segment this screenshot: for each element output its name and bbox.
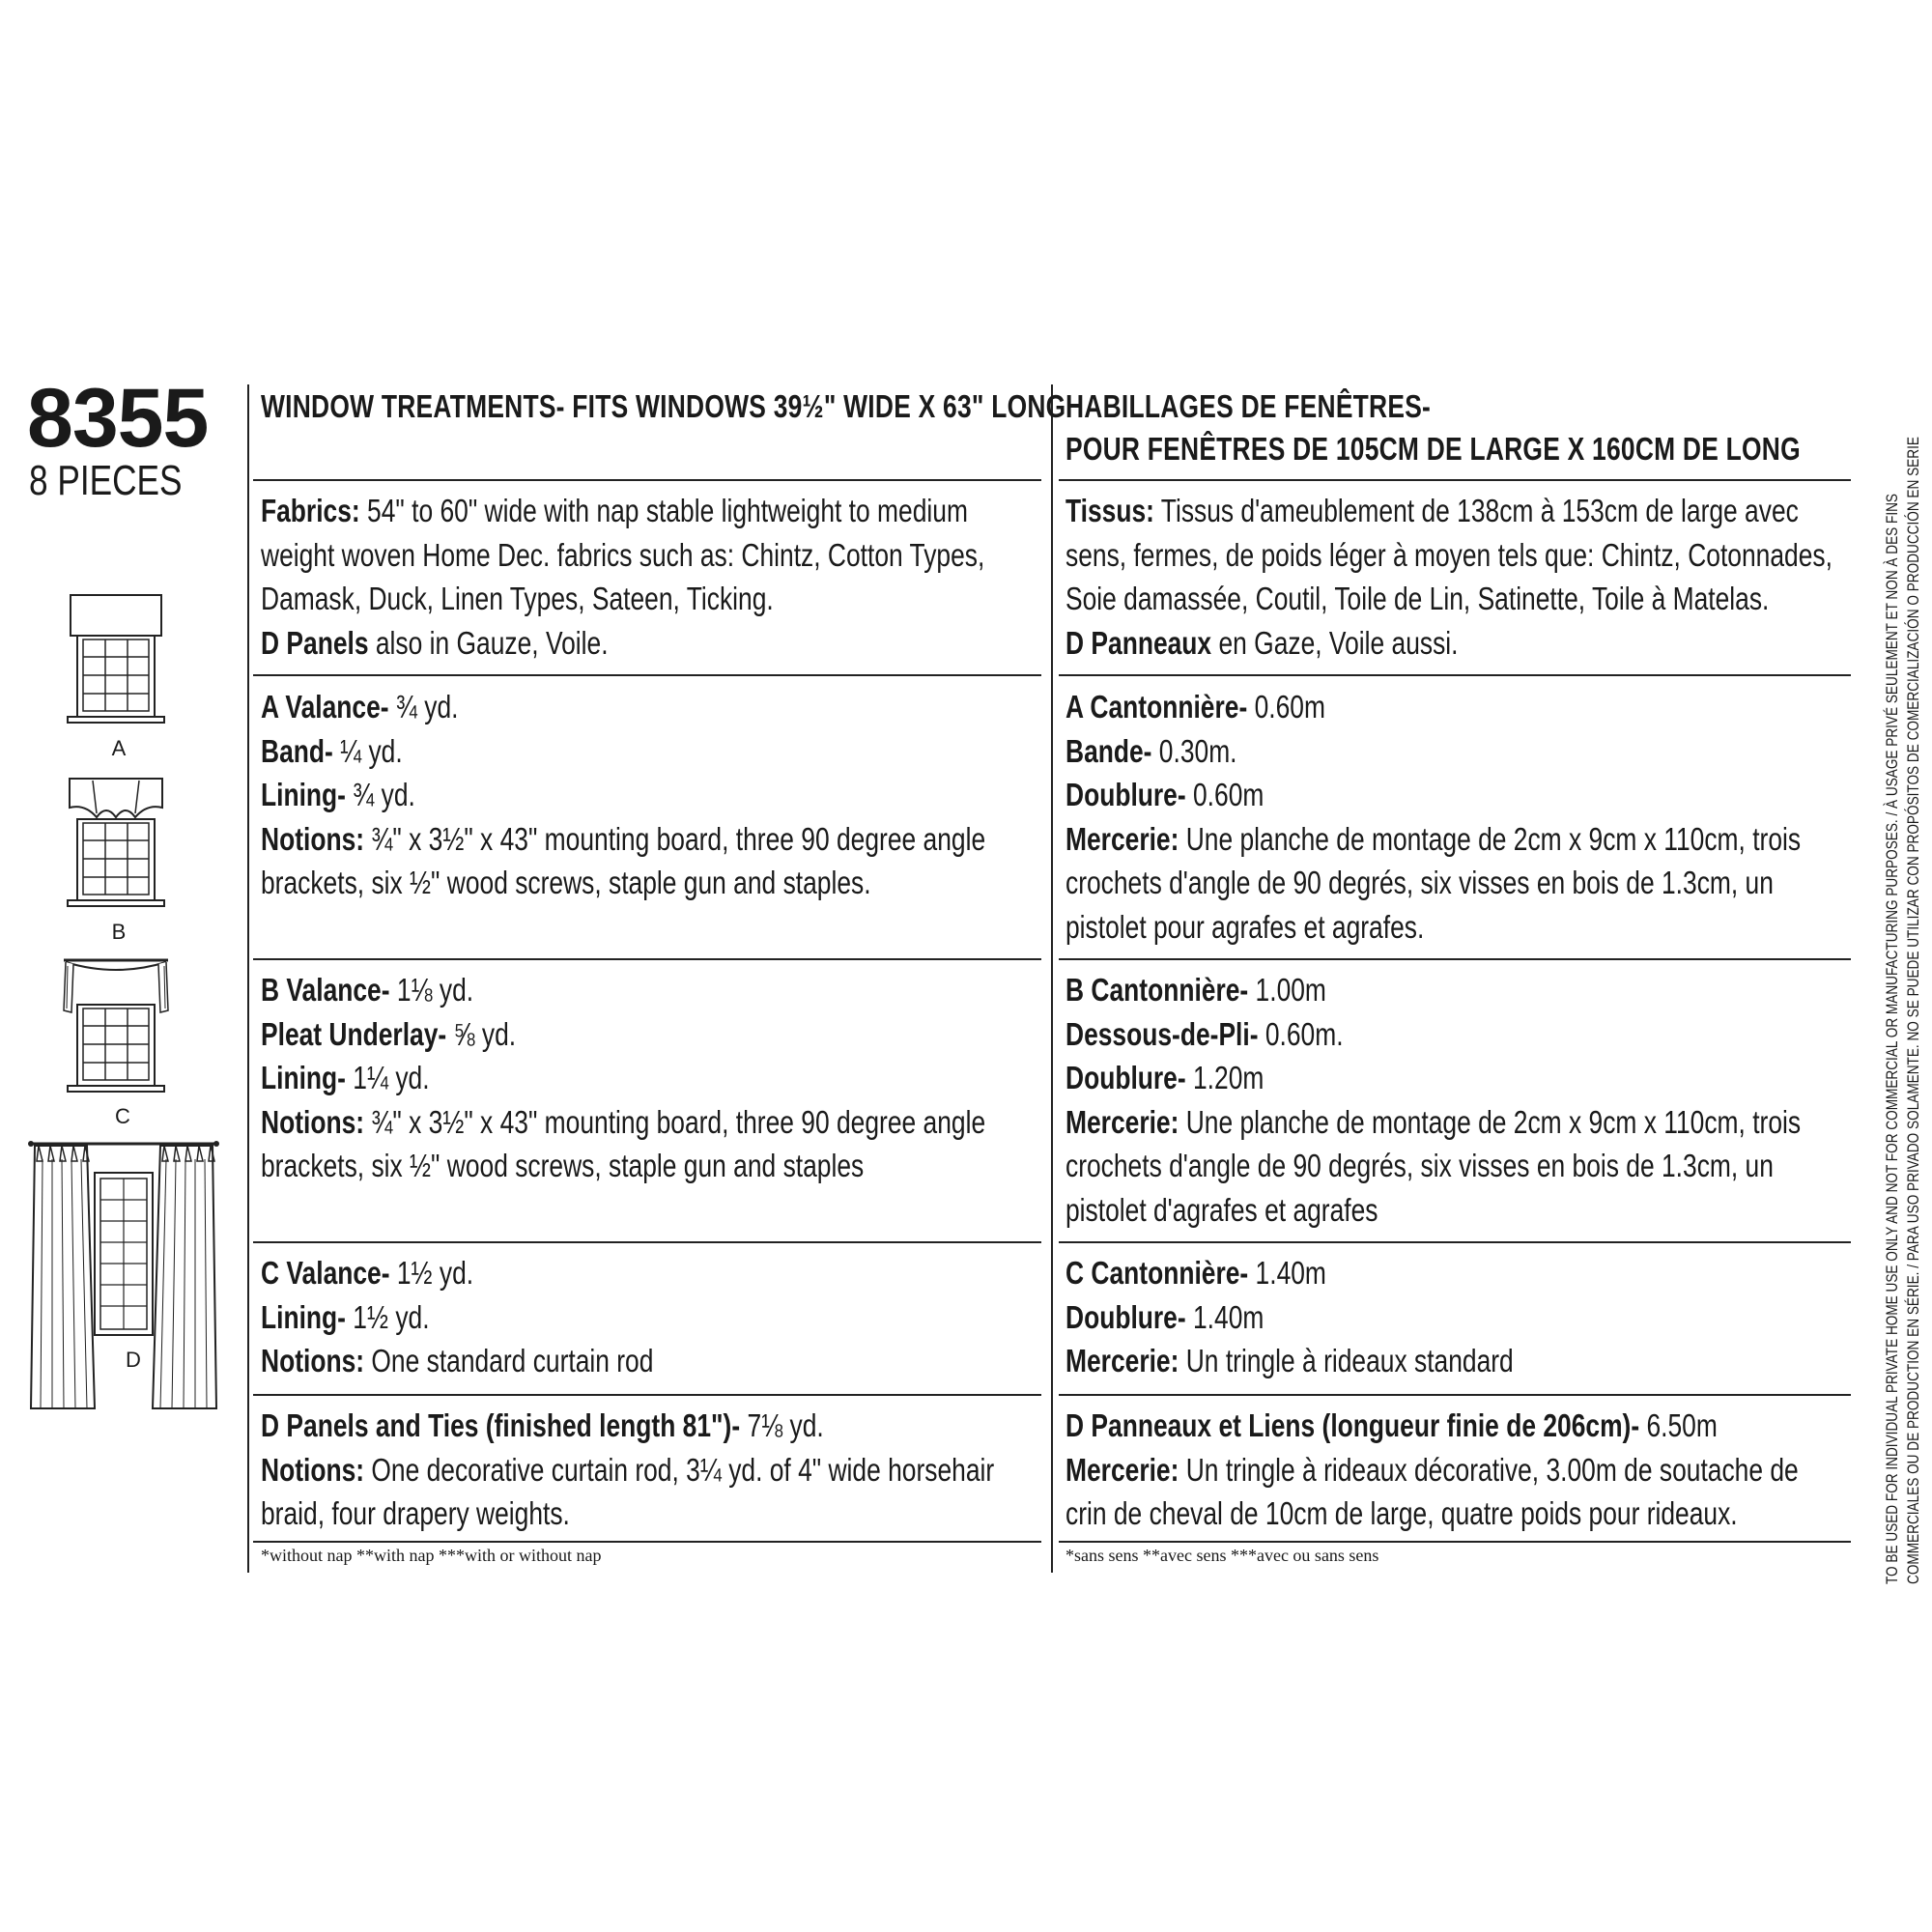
legal-line-2: COMMERCIALES OU DE PRODUCTION EN SÉRIE. / PARA USO PRIVADO SOLAMENTE. NO SE PUEDE UTILIZAR CON PROPÓSITOS DE COMERCIALIZACIÓN O PRODUCCIÓN EN SERIE [1904,437,1922,1584]
english-view-c-section [261,1251,653,1383]
column-divider-left [247,384,249,1573]
notions-label: Notions: [261,1451,365,1488]
yardage-label: B Cantonnière- [1065,972,1249,1008]
yardage-label: Doublure- [1065,1298,1186,1335]
notions-text: Une planche de montage de 2cm x 9cm x 110cm, trois [1179,820,1802,857]
yardage-value: ⅝ yd. [446,1015,517,1052]
view-a-label: A [111,736,127,760]
french-title-line1: HABILLAGES DE FENÊTRES- [1065,388,1432,424]
fabrics-text: also in Gauze, Voile. [368,624,609,661]
fabrics-text: sens, fermes, de poids léger à moyen tels que: Chintz, Cotonnades, [1065,536,1833,573]
notions-text: pistolet pour agrafes et agrafes. [1065,908,1425,945]
fabrics-text: 54" to 60" wide with nap stable lightweight to medium [359,493,968,528]
view-c-valance-icon [58,956,174,1096]
yardage-label: A Valance- [261,689,389,724]
notions-label: Mercerie: [1065,820,1179,857]
yardage-value: 1½ yd. [389,1255,474,1291]
english-title: WINDOW TREATMENTS- FITS WINDOWS 39½" WIDE X 63" LONG [261,388,1066,424]
yardage-value: 1¼ yd. [345,1060,430,1095]
english-view-d-section [261,1404,994,1536]
yardage-value: 1.40m [1248,1255,1326,1291]
yardage-value: 0.60m. [1258,1015,1344,1052]
notions-text: Une planche de montage de 2cm x 9cm x 110cm, trois [1179,1103,1802,1140]
yardage-label: C Cantonnière- [1065,1255,1249,1291]
notions-label: Notions: [261,1103,365,1140]
legal-notice [1882,150,1924,1584]
notions-text: Un tringle à rideaux décorative, 3.00m de soutache de [1179,1451,1799,1488]
legal-line-1: TO BE USED FOR INDIVIDUAL PRIVATE HOME USE ONLY AND NOT FOR COMMERCIAL OR MANUFACTURING PURPOSES. / À USAGE PRIVÉ SEULEMENT ET NON À DES FINS [1883,494,1901,1584]
view-b-label: B [111,920,127,944]
french-footnote: *sans sens **avec sens ***avec ou sans sens [1065,1546,1379,1565]
d-panels-label: D Panels [261,624,369,661]
notions-text: Un tringle à rideaux standard [1179,1343,1514,1378]
yardage-label: Lining- [261,1060,346,1095]
french-view-d-section [1065,1404,1799,1536]
fabrics-text: weight woven Home Dec. fabrics such as: Chintz, Cotton Types, [261,536,985,573]
fabrics-text: Soie damassée, Coutil, Toile de Lin, Satinette, Toile à Matelas. [1065,581,1770,616]
yardage-label: A Cantonnière- [1065,689,1248,724]
yardage-value: 1⅛ yd. [389,972,474,1008]
notions-text: crochets d'angle de 90 degrés, six visses en bois de 1.3cm, un [1065,865,1774,900]
notions-text: ¾" x 3½" x 43" mounting board, three 90 degree angle [364,820,986,857]
yardage-value: 1.00m [1248,972,1326,1008]
divider [253,958,1041,960]
yardage-value: ¼ yd. [332,732,403,769]
notions-label: Mercerie: [1065,1343,1179,1378]
notions-text: braid, four drapery weights. [261,1495,570,1531]
french-title-line2: POUR FENÊTRES DE 105CM DE LARGE X 160CM DE LONG [1065,431,1801,467]
divider [253,674,1041,676]
notions-text: ¾" x 3½" x 43" mounting board, three 90 degree angle [364,1103,986,1140]
fabrics-label: Fabrics: [261,493,360,528]
pieces-count: 8 PIECES [29,457,183,504]
yardage-value: ¾ yd. [388,689,459,724]
french-view-a-section [1065,685,1801,949]
fabrics-text: Damask, Duck, Linen Types, Sateen, Ticking. [261,581,774,616]
yardage-label: Lining- [261,777,346,812]
yardage-label: C Valance- [261,1255,390,1291]
english-view-a-section [261,685,985,905]
notions-label: Mercerie: [1065,1103,1179,1140]
notions-text: One decorative curtain rod, 3¼ yd. of 4" wide horsehair [364,1451,995,1488]
french-view-c-section [1065,1251,1514,1383]
yardage-value: 1½ yd. [345,1298,430,1335]
view-a-valance-icon [58,591,174,726]
english-fabrics-section [261,489,984,665]
divider [1059,479,1851,481]
yardage-value: 0.60m [1247,689,1325,724]
divider [1059,958,1851,960]
notions-text: pistolet d'agrafes et agrafes [1065,1191,1378,1228]
yardage-label: Doublure- [1065,1060,1186,1095]
divider [253,1541,1041,1543]
yardage-value: 0.30m. [1151,732,1237,769]
notions-text: One standard curtain rod [364,1343,654,1378]
yardage-value: 0.60m [1185,777,1264,812]
divider [1059,1241,1851,1243]
divider [253,479,1041,481]
yardage-label: Doublure- [1065,777,1186,812]
yardage-value: 7⅛ yd. [740,1407,824,1443]
yardage-label: D Panels and Ties (finished length 81")- [261,1407,741,1443]
yardage-label: Dessous-de-Pli- [1065,1015,1259,1052]
divider [1059,1394,1851,1396]
divider [1059,674,1851,676]
yardage-label: Lining- [261,1298,346,1335]
notions-label: Notions: [261,820,365,857]
notions-label: Mercerie: [1065,1451,1179,1488]
divider [1059,1541,1851,1543]
yardage-value: 1.20m [1185,1060,1264,1095]
english-view-b-section [261,968,985,1188]
notions-text: crochets d'angle de 90 degrés, six visses en bois de 1.3cm, un [1065,1148,1774,1183]
yardage-label: B Valance- [261,972,390,1008]
view-c-label: C [115,1104,130,1128]
french-fabrics-section [1065,489,1833,665]
yardage-label: Band- [261,732,333,769]
notions-text: brackets, six ½" wood screws, staple gun and staples [261,1148,865,1183]
fabrics-text: Tissus d'ameublement de 138cm à 153cm de large avec [1153,493,1799,528]
column-divider-middle [1051,384,1053,1573]
d-panels-label: D Panneaux [1065,624,1212,661]
view-d-label: D [126,1348,141,1372]
pattern-number: 8355 [27,372,209,465]
yardage-value: 1.40m [1185,1298,1264,1335]
yardage-value: 6.50m [1639,1407,1718,1443]
yardage-label: Pleat Underlay- [261,1015,447,1052]
view-b-valance-icon [58,775,174,910]
yardage-label: Bande- [1065,732,1152,769]
notions-label: Notions: [261,1343,365,1378]
yardage-value: ¾ yd. [345,777,415,812]
notions-text: crin de cheval de 10cm de large, quatre poids pour rideaux. [1065,1495,1738,1531]
notions-text: brackets, six ½" wood screws, staple gun and staples. [261,865,871,900]
fabrics-text: en Gaze, Voile aussi. [1211,624,1459,661]
english-footnote: *without nap **with nap ***with or without nap [261,1546,602,1565]
french-view-b-section [1065,968,1801,1232]
fabrics-label: Tissus: [1065,493,1154,528]
divider [253,1241,1041,1243]
yardage-label: D Panneaux et Liens (longueur finie de 206cm)- [1065,1407,1640,1443]
divider [253,1394,1041,1396]
